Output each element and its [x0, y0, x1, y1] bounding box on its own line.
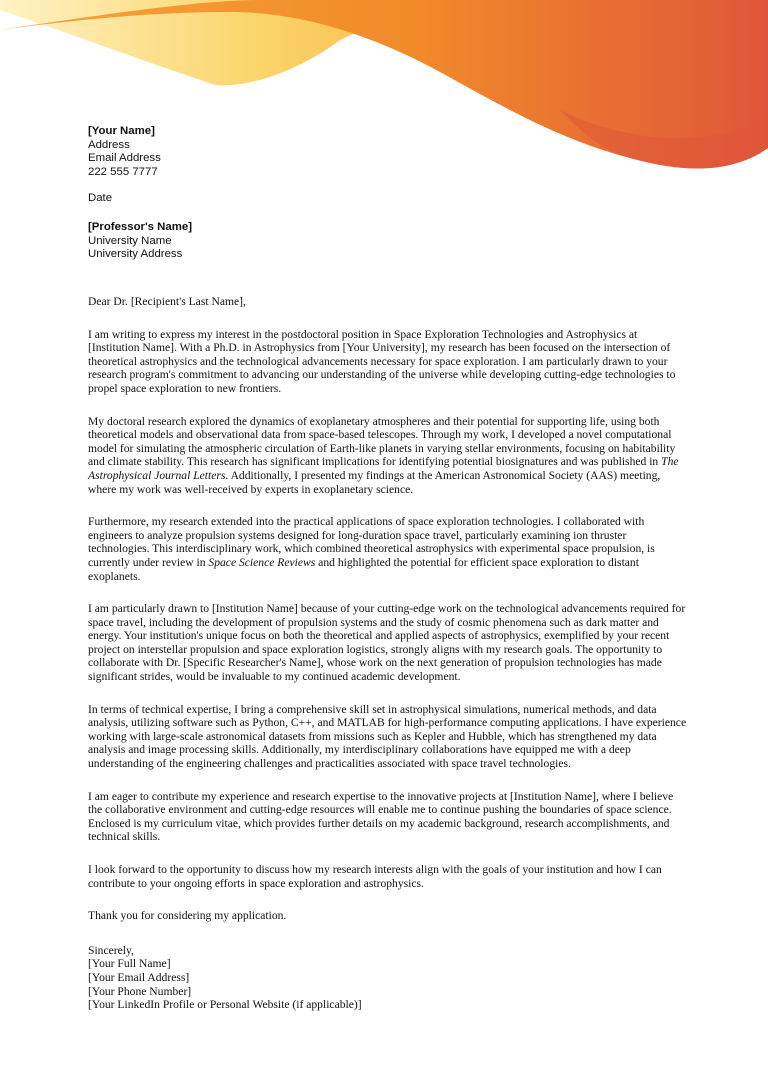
paragraph-doctoral-text-a: My doctoral research explored the dynamics of exoplanetary atmospheres and their potential for supporting life, using both theoretical models and observational data from space-based telescopes. Through my work, I developed a novel computational model for simulating the atmospheric circulation of Earth-like planets in varying stellar environments, focusing on habitability and climate stability. This research has significant implications for identifying potential biosignatures and was published in: [88, 414, 676, 469]
paragraph-applications-text-a: Furthermore, my research extended into the practical applications of space exploration technologies. I collaborated with engineers to analyze propulsion systems designed for long-duration space travel, particularly examining ion thruster technologies. This interdisciplinary work, which combined theoretical astrophysics with experimental space propulsion, is currently under review in: [88, 515, 655, 569]
sender-phone: 222 555 7777: [88, 165, 158, 178]
recipient-block: [88, 221, 192, 262]
paragraph-applications: [88, 515, 688, 583]
letter-body: [88, 295, 688, 1012]
sender-email: Email Address: [88, 152, 161, 164]
closing-full-name: [Your Full Name]: [88, 957, 171, 971]
paragraph-applications-text-b: and highlighted the potential for efficient space exploration to distant exoplanets.: [88, 555, 639, 583]
journal-title: The Astrophysical Journal Letters: [88, 455, 679, 482]
recipient-address: University Address: [88, 248, 183, 260]
recipient-name: [Professor's Name]: [88, 221, 192, 233]
sender-name: [Your Name]: [88, 125, 155, 137]
paragraph-contribution: I am eager to contribute my experience and research expertise to the innovative projects at [Institution Name], where I believe the collaborative environment and cutting-edge resources will enable me to continue pushing the boundaries of space science. Enclosed is my curriculum vitae, which provides further details on my academic background, research accomplishments, and technical skills.: [88, 789, 674, 844]
closing-website: [Your LinkedIn Profile or Personal Website (if applicable)]: [88, 998, 362, 1012]
sign-off: Sincerely,: [88, 943, 134, 957]
paragraph-technical-expertise: In terms of technical expertise, I bring a comprehensive skill set in astrophysical simulations, numerical methods, and data analysis, utilizing software such as Python, C++, and MATLAB for high-performance computing applications. I have experience working with large-scale astronomical datasets from missions such as Kepler and Hubble, which has strengthened my data analysis and image processing skills. Additionally, my interdisciplinary collaborations have equipped me with a deep understanding of the engineering challenges and practicalities associated with space travel technologies.: [88, 702, 687, 771]
closing-phone: [Your Phone Number]: [88, 984, 192, 998]
closing-block: [88, 944, 688, 1012]
paragraph-intro: I am writing to express my interest in the postdoctoral position in Space Exploration Technologies and Astrophysics at [Institution Name]. With a Ph.D. in Astrophysics from [Your University], my research has been focused on the intersection of theoretical astrophysics and the technological advancements necessary for space exploration. I am particularly drawn to your research program's commitment to advancing our understanding of the universe while developing cutting-edge technologies to propel space exploration to new frontiers.: [88, 327, 676, 395]
sender-block: [88, 125, 161, 179]
paragraph-doctoral-text-b: . Additionally, I presented my findings at the American Astronomical Society (AAS) meeting, where my work was well-received by experts in exoplanetary science.: [88, 468, 661, 496]
paragraph-thanks: Thank you for considering my application.: [88, 909, 287, 923]
paragraph-institution-fit: I am particularly drawn to [Institution Name] because of your cutting-edge work on the technological advancements required for space travel, including the development of propulsion systems and the study of cosmic phenomena such as dark matter and energy. Your institution's unique focus on both the theoretical and applied aspects of astrophysics, exemplified by your recent project on interstellar propulsion and space exploration logistics, strongly aligns with my research goals. The opportunity to collaborate with Dr. [Specific Researcher's Name], whose work on the next generation of propulsion technologies has made significant strides, would be invaluable to my continued academic development.: [88, 602, 686, 684]
recipient-university: University Name: [88, 234, 172, 247]
closing-email: [Your Email Address]: [88, 970, 190, 984]
sender-address: Address: [88, 138, 130, 151]
paragraph-doctoral-research: [88, 415, 688, 497]
paragraph-look-forward: I look forward to the opportunity to discuss how my research interests align with the goals of your institution and how I can contribute to your ongoing efforts in space exploration and astrophysics.: [88, 863, 662, 890]
salutation: Dear Dr. [Recipient's Last Name],: [88, 295, 246, 308]
journal-title: Space Science Reviews: [208, 555, 316, 569]
letter-date: Date: [88, 192, 113, 204]
